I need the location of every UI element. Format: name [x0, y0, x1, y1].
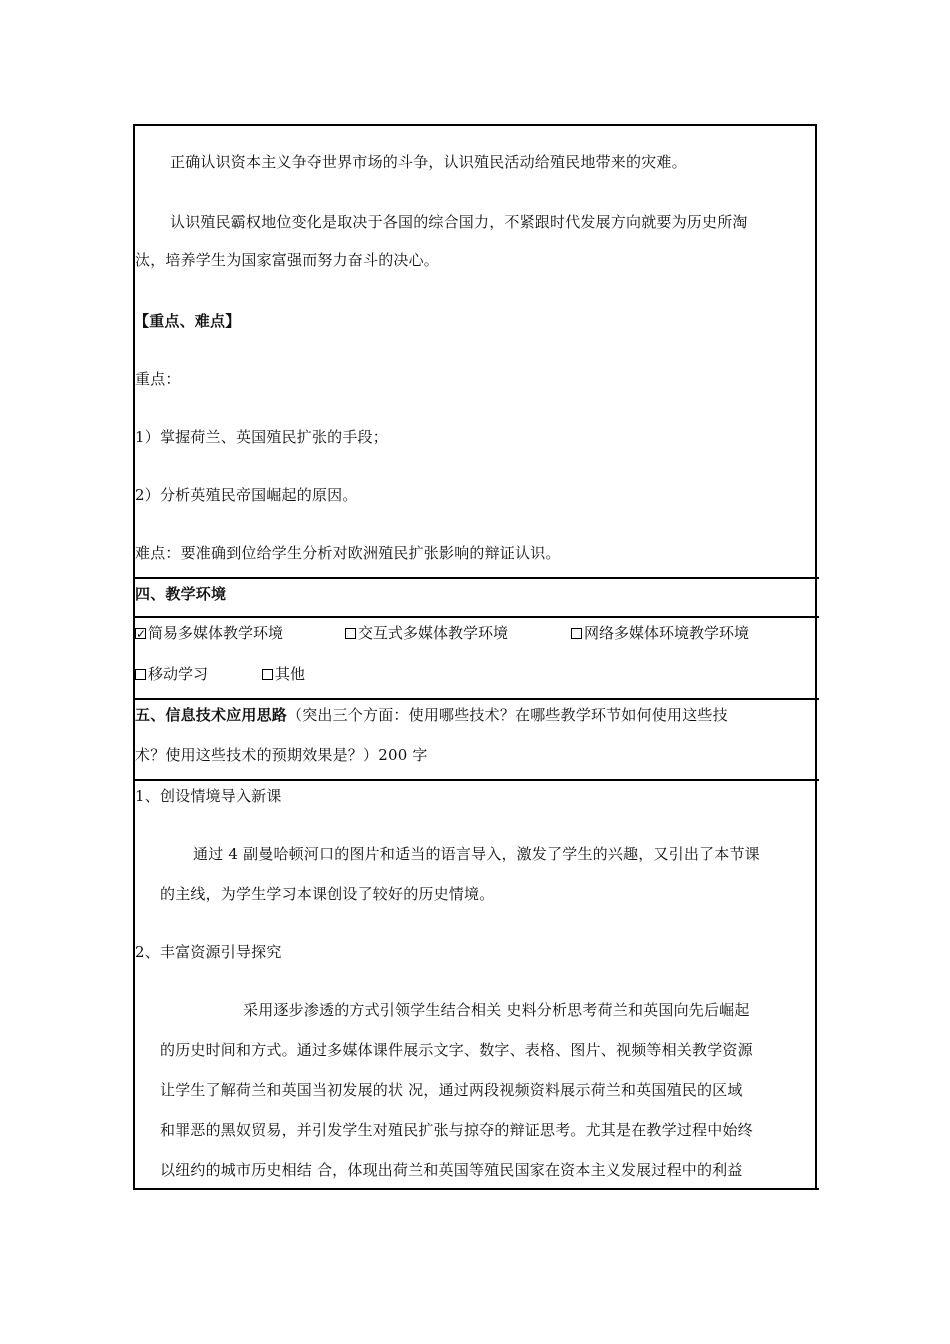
row-divider	[133, 698, 819, 700]
item1-line2: 的主线，为学生学习本课创设了较好的历史情境。	[160, 885, 495, 903]
checkbox-icon[interactable]	[135, 669, 146, 680]
checkbox-checked-icon[interactable]	[135, 628, 146, 639]
item2-line3: 让学生了解荷兰和英国当初发展的状 况，通过两段视频资料展示荷兰和英国殖民的区域	[160, 1081, 743, 1099]
section5-heading-line1	[135, 705, 728, 725]
table-bottom-border	[133, 1188, 819, 1190]
item1-title: 1、创设情境导入新课	[135, 787, 282, 805]
env-option-mobile[interactable]	[135, 664, 208, 684]
section4-heading: 四、教学环境	[135, 585, 227, 603]
item2-line5: 以纽约的城市历史相结 合，体现出荷兰和英国等殖民国家在资本主义发展过程中的利益	[160, 1161, 743, 1179]
goal-paragraph-2-line1: 认识殖民霸权地位变化是取决于各国的综合国力，不紧跟时代发展方向就要为历史所淘	[170, 213, 748, 231]
row-divider	[133, 577, 819, 579]
item2-line4: 和罪恶的黑奴贸易，并引发学生对殖民扩张与掠夺的辩证思考。尤其是在教学过程中始终	[160, 1121, 753, 1139]
env-option-label: 移动学习	[148, 665, 209, 683]
item2-line2: 的历史时间和方式。通过多媒体课件展示文字、数字、表格、图片、视频等相关教学资源	[160, 1041, 753, 1059]
row-divider	[133, 616, 819, 618]
env-option-simple[interactable]	[135, 623, 283, 643]
env-option-label: 交互式多媒体教学环境	[358, 624, 509, 642]
checkbox-icon[interactable]	[571, 628, 582, 639]
goal-paragraph-1: 正确认识资本主义争夺世界市场的斗争，认识殖民活动给殖民地带来的灾难。	[170, 153, 687, 171]
item2-title: 2、丰富资源引导探究	[135, 943, 282, 961]
goal-paragraph-2-line2: 汰，培养学生为国家富强而努力奋斗的决心。	[135, 251, 440, 269]
section5-heading-note: （突出三个方面：使用哪些技术？在哪些教学环节如何使用这些技	[287, 706, 728, 724]
key-item-2: 2）分析英殖民帝国崛起的原因。	[135, 486, 358, 504]
key-label: 重点：	[135, 370, 181, 388]
env-option-label: 其他	[275, 665, 306, 683]
env-option-label: 网络多媒体环境教学环境	[584, 624, 750, 642]
env-option-interactive[interactable]	[345, 623, 508, 643]
checkbox-icon[interactable]	[262, 669, 273, 680]
item1-line1: 通过 4 副曼哈顿河口的图片和适当的语言导入，激发了学生的兴趣，又引出了本节课	[193, 845, 760, 863]
env-option-label: 简易多媒体教学环境	[148, 624, 284, 642]
difficulty-text: 难点：要准确到位给学生分析对欧洲殖民扩张影响的辩证认识。	[135, 544, 561, 562]
checkbox-icon[interactable]	[345, 628, 356, 639]
env-option-network[interactable]	[571, 623, 749, 643]
row-divider	[133, 779, 819, 781]
item2-line1: 采用逐步渗透的方式引领学生结合相关 史料分析思考荷兰和英国向先后崛起	[243, 1001, 750, 1019]
env-option-other[interactable]	[262, 664, 305, 684]
table-frame	[133, 124, 817, 1190]
section5-heading-title: 五、信息技术应用思路	[135, 706, 288, 724]
key-item-1: 1）掌握荷兰、英国殖民扩张的手段；	[135, 428, 388, 446]
section5-heading-line2: 术？使用这些技术的预期效果是？）200 字	[135, 746, 428, 764]
key-points-heading: 【重点、难点】	[134, 312, 241, 330]
